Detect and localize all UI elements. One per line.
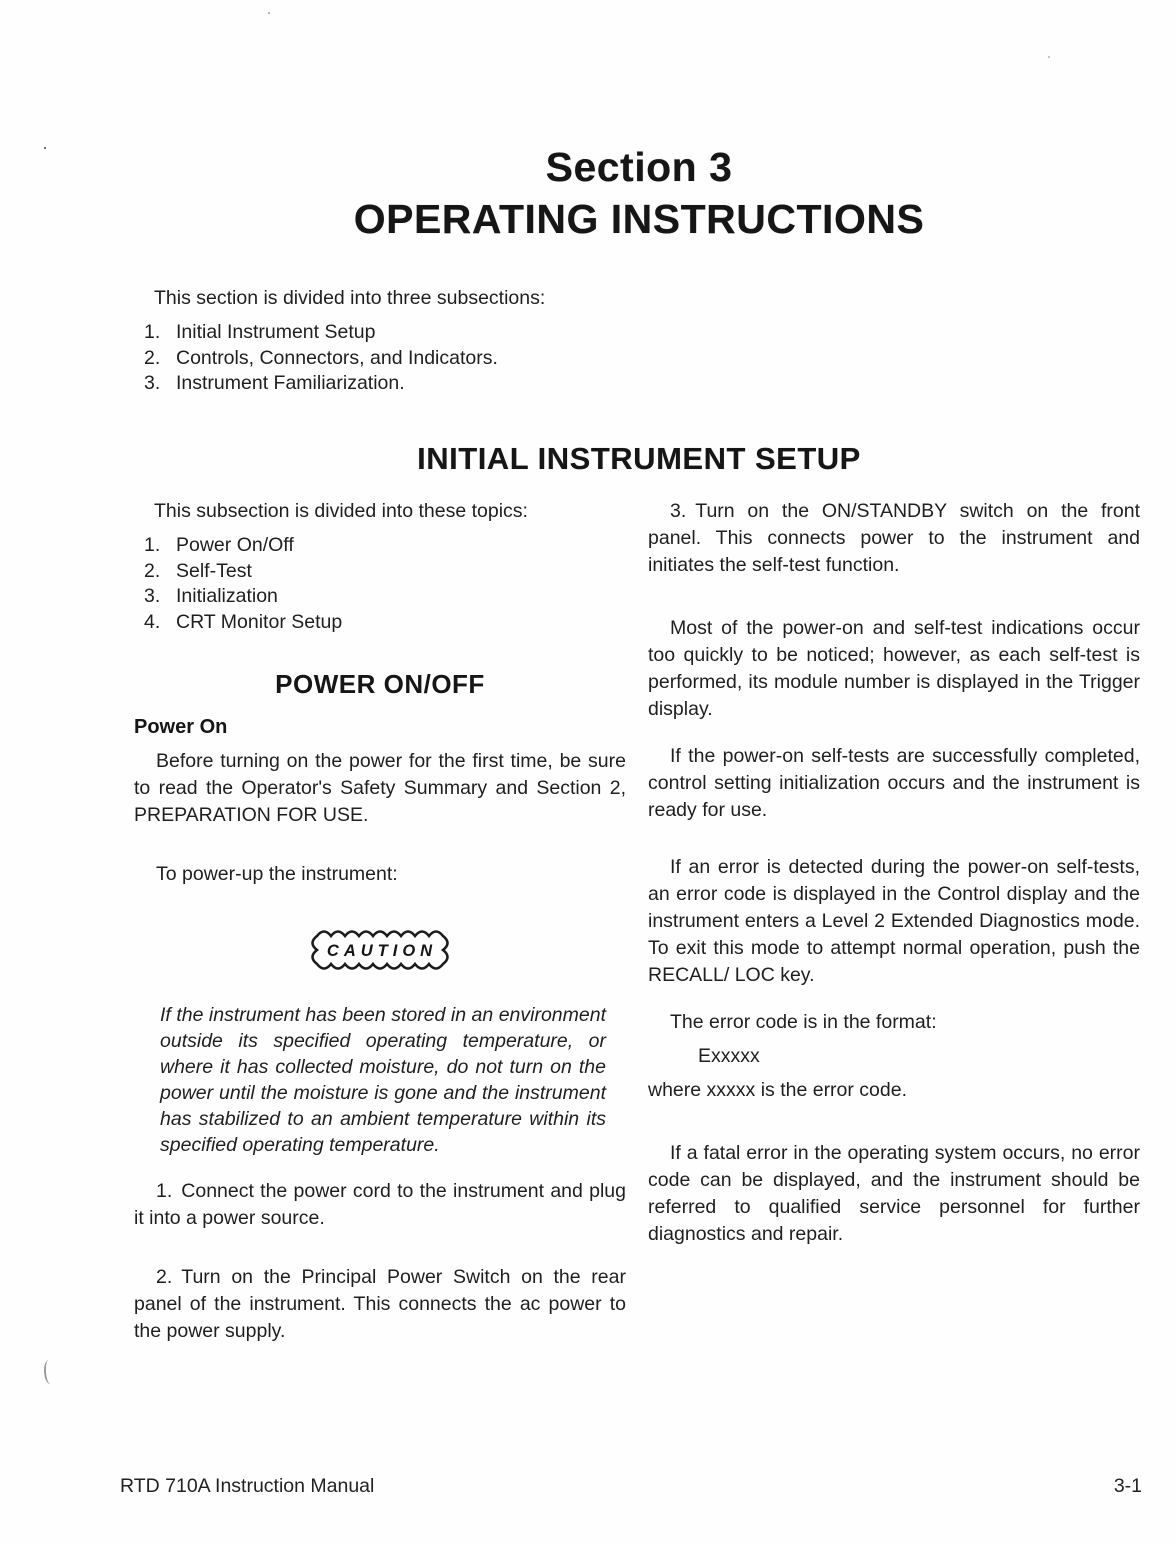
footer-page-number: 3-1 — [1113, 1475, 1142, 1497]
list-item — [144, 320, 694, 346]
error-code-example: Exxxxx — [698, 1045, 760, 1067]
list-item-label: Initialization — [176, 585, 278, 607]
intro-block — [134, 285, 694, 397]
list-item — [144, 610, 626, 636]
step-text: Turn on the ON/STANDBY switch on the front panel. This connects power to the instrument and initiates the self-test function. — [648, 500, 1140, 576]
list-item — [144, 346, 694, 372]
list-item — [144, 559, 626, 585]
caution-label: CAUTION — [326, 941, 438, 960]
step-3-paragraph — [648, 498, 1140, 579]
topics-lead: This subsection is divided into these topics: — [154, 500, 528, 522]
list-item-label: Power On/Off — [176, 534, 294, 556]
self-test-success-paragraph: If the power-on self-tests are successfully completed, control setting initialization occurs and the instrument is ready for use. — [648, 745, 1140, 821]
list-item-label: Initial Instrument Setup — [176, 321, 376, 343]
right-column — [648, 498, 1140, 1248]
list-item-number: 3. — [144, 585, 161, 607]
list-item-number: 2. — [144, 559, 161, 582]
list-item-number: 1. — [144, 534, 161, 556]
section-title — [134, 141, 1144, 245]
step-text: Turn on the Principal Power Switch on the rear panel of the instrument. This connects the ac power to the power supply. — [134, 1266, 626, 1342]
caution-box — [310, 926, 450, 976]
self-test-indications-paragraph: Most of the power-on and self-test indications occur too quickly to be noticed; however, as each self-test is performed, its module number is displayed in the Trigger display. — [648, 617, 1140, 720]
fatal-error-paragraph: If a fatal error in the operating system occurs, no error code can be displayed, and the instrument should be referred to qualified service personnel for further diagnostics and repair. — [648, 1142, 1140, 1245]
scan-speck — [268, 12, 270, 14]
list-item-number: 4. — [144, 610, 161, 633]
list-item-number: 3. — [144, 372, 161, 394]
footer-manual-title: RTD 710A Instruction Manual — [120, 1475, 375, 1497]
list-item-number: 1. — [144, 321, 161, 343]
error-format-note: where xxxxx is the error code. — [648, 1079, 908, 1101]
scan-speck — [1048, 56, 1050, 58]
error-detected-paragraph: If an error is detected during the power-on self-tests, an error code is displayed in the Control display and the instrument enters a Level 2 Extended Diagnostics mode. To exit this mode to attempt normal operation, push the RECALL/ LOC key. — [648, 856, 1140, 986]
list-item — [144, 371, 694, 397]
power-on-paragraph: Before turning on the power for the first time, be sure to read the Operator's Safety Summary and Section 2, PREPARATION FOR USE. — [134, 750, 626, 826]
intro-lead: This section is divided into three subsections: — [154, 287, 546, 309]
page-footer — [120, 1474, 1142, 1498]
list-item — [144, 584, 626, 610]
list-item-number: 2. — [144, 346, 161, 369]
caution-text: If the instrument has been stored in an environment outside its specified operating temperature, or where it has collected moisture, do not turn on the power until the moisture is gone and the instrument has stabilized to an ambient temperature within its specified operating temperature. — [160, 1004, 606, 1156]
error-format-lead: The error code is in the format: — [670, 1011, 937, 1033]
step-text: Connect the power cord to the instrument and plug it into a power source. — [134, 1180, 626, 1229]
step-number: 2. — [156, 1266, 173, 1288]
step-2-paragraph — [134, 1264, 626, 1345]
list-item — [144, 533, 626, 559]
step-number: 3. — [670, 500, 687, 522]
topics-list — [134, 533, 626, 635]
left-column — [134, 498, 626, 1345]
section-title-line2: OPERATING INSTRUCTIONS — [353, 196, 925, 242]
list-item-label: Self-Test — [176, 559, 252, 582]
list-item-label: CRT Monitor Setup — [176, 610, 343, 633]
step-1-paragraph — [134, 1178, 626, 1232]
power-up-lead-paragraph: To power-up the instrument: — [156, 863, 398, 885]
intro-list — [134, 320, 694, 397]
list-item-label: Controls, Connectors, and Indicators. — [176, 346, 498, 369]
list-item-label: Instrument Familiarization. — [176, 372, 405, 394]
scan-artifact-paren — [43, 1360, 56, 1385]
power-on-off-heading: POWER ON/OFF — [275, 669, 485, 699]
initial-setup-heading: INITIAL INSTRUMENT SETUP — [417, 441, 861, 476]
section-title-line1: Section 3 — [545, 144, 733, 190]
scan-speck — [44, 147, 46, 149]
power-on-subheading: Power On — [134, 716, 228, 738]
step-number: 1. — [156, 1180, 173, 1202]
